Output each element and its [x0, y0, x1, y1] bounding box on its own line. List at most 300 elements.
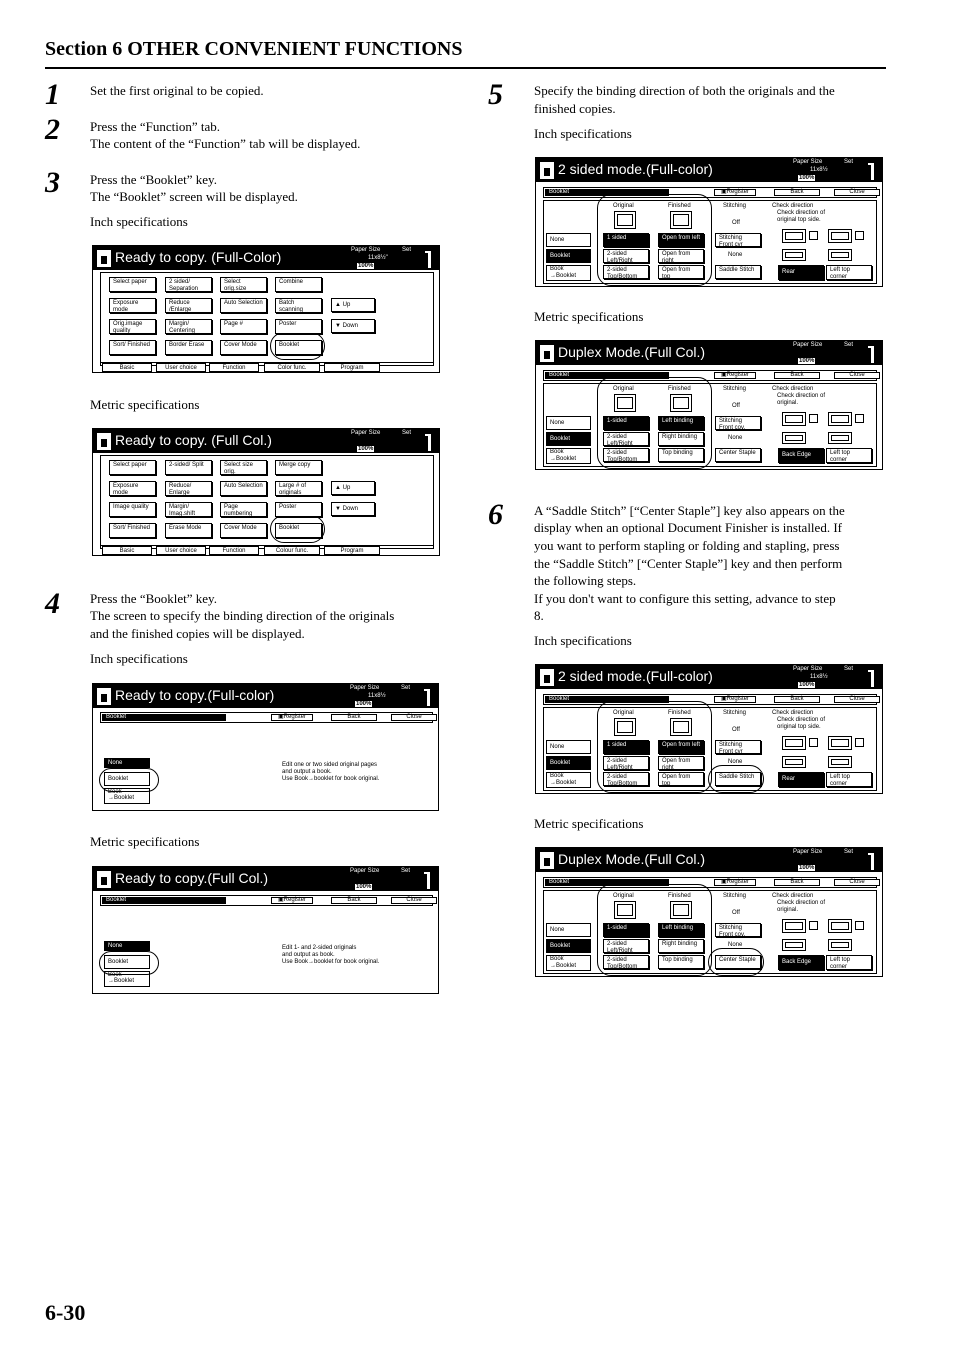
- original-header: Original: [613, 386, 634, 392]
- none-option[interactable]: None: [546, 233, 591, 247]
- step-4-line2: The screen to specify the binding direction of the originals: [90, 608, 395, 623]
- function-key[interactable]: Exposure mode: [109, 481, 156, 496]
- step-3-line1: Press the “Booklet” key.: [90, 172, 217, 187]
- step-5-number: 5: [488, 78, 503, 111]
- register-button[interactable]: ▣Register: [271, 714, 313, 721]
- original-option[interactable]: 2-sided Left/Right: [603, 756, 649, 770]
- register-button[interactable]: ▣Register: [714, 696, 756, 703]
- stitching-front-cover-button[interactable]: Stitching Front cov.: [715, 923, 761, 937]
- step-3-number: 3: [45, 166, 60, 199]
- down-button[interactable]: ▼ Down: [331, 502, 375, 516]
- direction-a-icon: [809, 231, 818, 240]
- booklet-description-line1: Edit one or two sided original pages: [282, 762, 378, 768]
- finished-option[interactable]: Right binding: [658, 432, 704, 446]
- step-4-number: 4: [45, 587, 60, 620]
- none-option[interactable]: None: [546, 416, 591, 430]
- stitching-off-label: Off: [732, 727, 740, 733]
- title-bar: [536, 848, 882, 872]
- none-option[interactable]: None: [104, 941, 150, 951]
- check-direction-text1: Check direction of: [777, 210, 826, 216]
- step-4-line3: and the finished copies will be displayed.: [90, 626, 305, 641]
- left-top-corner-button[interactable]: Left top corner: [826, 772, 872, 787]
- book-to-booklet-option[interactable]: Book →Booklet: [104, 788, 150, 804]
- binding-direction-panel: [535, 664, 883, 794]
- paper-size-value: 11x8½": [368, 255, 388, 261]
- function-key[interactable]: Booklet: [275, 340, 322, 355]
- booklet-bar-label: Booklet: [545, 696, 669, 703]
- step-4-metric-label: Metric specifications: [90, 834, 200, 849]
- original-option[interactable]: 2-sided Top/Bottom: [603, 448, 649, 462]
- original-header: Original: [613, 710, 634, 716]
- title-bar: [536, 665, 882, 689]
- function-key[interactable]: Batch scanning: [275, 298, 322, 313]
- orientation-icon[interactable]: [828, 432, 852, 444]
- zoom-value: 100%: [356, 884, 372, 890]
- up-button[interactable]: ▲ Up: [331, 481, 375, 495]
- stitching-front-cover-button[interactable]: Stitching Front cov.: [715, 416, 761, 430]
- stitching-header: Stitching: [723, 386, 747, 392]
- function-key[interactable]: Select paper: [109, 277, 156, 292]
- direction-icon[interactable]: [782, 736, 806, 750]
- step-4-line1: Press the “Booklet” key.: [90, 591, 217, 606]
- rear-button[interactable]: Back Edge: [778, 448, 824, 463]
- title-bar: [536, 341, 882, 365]
- stitching-none-label: None: [728, 759, 743, 765]
- book-to-booklet-option[interactable]: Book →Booklet: [546, 772, 591, 788]
- finished-option[interactable]: Open from top: [658, 772, 704, 786]
- original-option[interactable]: 2-sided Left/Right: [603, 432, 649, 446]
- paper-size-label: Paper Size: [351, 430, 381, 436]
- direction-icon[interactable]: [828, 229, 852, 243]
- left-top-corner-button[interactable]: Left top corner: [826, 448, 872, 463]
- function-key[interactable]: 2 sided/ Separation: [165, 277, 212, 292]
- copy-count-icon: [427, 872, 430, 889]
- up-button[interactable]: ▲ Up: [331, 298, 375, 312]
- screen-title: 2 sided mode.(Full-color): [558, 161, 713, 177]
- step-6-line2: display when an optional Document Finisher is installed. If: [534, 520, 842, 535]
- register-button[interactable]: ▣Register: [714, 189, 756, 196]
- page-number: 6-30: [45, 1300, 86, 1325]
- screen-title: Ready to copy. (Full-Color): [115, 249, 282, 265]
- function-key[interactable]: Booklet: [275, 523, 322, 538]
- booklet-bar: [543, 370, 877, 381]
- screen-title: 2 sided mode.(Full-color): [558, 668, 713, 684]
- booklet-screen-inch: [92, 683, 439, 811]
- stitching-none-label: None: [728, 942, 743, 948]
- finished-option[interactable]: Open from right: [658, 756, 704, 770]
- screen-icon: [540, 345, 554, 362]
- function-key[interactable]: Image quality: [109, 502, 156, 517]
- step-3-line2: The “Booklet” screen will be displayed.: [90, 189, 298, 204]
- finished-option[interactable]: Open from right: [658, 249, 704, 263]
- back-button[interactable]: Back: [331, 714, 377, 721]
- function-key[interactable]: Cover Mode: [220, 523, 267, 538]
- function-key[interactable]: Auto Selection: [220, 481, 267, 496]
- direction-a-icon: [855, 738, 864, 747]
- original-option[interactable]: 2-sided Top/Bottom: [603, 955, 649, 969]
- highlight-oval: [99, 768, 159, 792]
- screen-title: Ready to copy.(Full Col.): [115, 870, 269, 886]
- finished-option[interactable]: Top binding: [658, 448, 704, 462]
- tab-item[interactable]: User choice: [156, 363, 206, 372]
- set-label: Set: [844, 849, 854, 855]
- booklet-description-line2: and output as book.: [282, 952, 335, 958]
- direction-icon[interactable]: [782, 229, 806, 243]
- booklet-description-line3: Use Book→booklet for book original.: [282, 959, 380, 965]
- original-option[interactable]: 1 sided: [603, 740, 649, 754]
- stitching-none-label: None: [728, 252, 743, 258]
- finished-option[interactable]: Open from left: [658, 740, 704, 754]
- booklet-option[interactable]: Booklet: [104, 772, 150, 786]
- function-key[interactable]: Reduce/ Enlarge: [165, 481, 212, 496]
- copy-count-icon: [427, 689, 430, 706]
- function-key[interactable]: Sort/ Finished: [109, 523, 156, 538]
- booklet-bar: [543, 187, 877, 198]
- saddle-stitch-button[interactable]: Center Staple: [715, 955, 761, 969]
- zoom-value: 100%: [356, 701, 372, 707]
- tab-item[interactable]: Color func.: [264, 363, 320, 372]
- orientation-icon[interactable]: [828, 939, 852, 951]
- none-option[interactable]: None: [546, 740, 591, 754]
- orientation-icon[interactable]: [782, 432, 806, 444]
- tab-item[interactable]: Function: [209, 546, 259, 555]
- step-5-inch-label: Inch specifications: [534, 126, 632, 141]
- direction-a-icon: [809, 738, 818, 747]
- finished-option[interactable]: Open from left: [658, 233, 704, 247]
- step-5-metric-label: Metric specifications: [534, 309, 644, 324]
- function-key[interactable]: Auto Selection: [220, 298, 267, 313]
- step-5-line2: finished copies.: [534, 101, 616, 116]
- close-button[interactable]: Close: [391, 714, 437, 721]
- close-button[interactable]: Close: [834, 189, 880, 196]
- function-key[interactable]: Select size orig.: [220, 460, 267, 475]
- orientation-icon[interactable]: [828, 756, 852, 768]
- left-top-corner-button[interactable]: Left top corner: [826, 955, 872, 970]
- screen-title: Duplex Mode.(Full Col.): [558, 851, 706, 867]
- direction-icon[interactable]: [782, 412, 806, 426]
- step-6-line1: A “Saddle Stitch” [“Center Staple”] key also appears on the: [534, 503, 845, 518]
- function-key[interactable]: Margin/ Imag.shift: [165, 502, 212, 517]
- booklet-description-line2: and output a book.: [282, 769, 332, 775]
- back-button[interactable]: Back: [774, 372, 820, 379]
- original-option[interactable]: 1-sided: [603, 416, 649, 430]
- screen-title: Ready to copy. (Full Col.): [115, 432, 272, 448]
- highlight-oval: [597, 194, 712, 286]
- back-button[interactable]: Back: [774, 696, 820, 703]
- stitching-front-cover-button[interactable]: Stitching Front cvr: [715, 233, 761, 247]
- paper-size-value: 11x8½: [810, 674, 828, 680]
- highlight-oval: [597, 884, 712, 976]
- booklet-bar-label: Booklet: [102, 714, 226, 721]
- original-header: Original: [613, 893, 634, 899]
- set-label: Set: [844, 159, 854, 165]
- step-6-line7: 8.: [534, 608, 544, 623]
- paper-size-label: Paper Size: [350, 868, 380, 874]
- function-key[interactable]: Cover Mode: [220, 340, 267, 355]
- close-button[interactable]: Close: [834, 879, 880, 886]
- step-6-line4: the “Saddle Stitch” [“Center Staple”] key and then perform: [534, 556, 843, 571]
- paper-size-label: Paper Size: [793, 342, 823, 348]
- booklet-description-line1: Edit 1- and 2-sided originals: [282, 945, 357, 951]
- direction-icon[interactable]: [828, 412, 852, 426]
- header-rule: [45, 67, 886, 69]
- register-button[interactable]: ▣Register: [714, 879, 756, 886]
- function-key[interactable]: Reduce /Enlarge: [165, 298, 212, 313]
- paper-size-value: 11x8½: [368, 693, 386, 699]
- step-1-text: Set the first original to be copied.: [90, 83, 264, 98]
- tab-item[interactable]: User choice: [156, 546, 206, 555]
- screen-icon: [97, 688, 111, 705]
- function-key[interactable]: Select orig.size: [220, 277, 267, 292]
- saddle-stitch-button[interactable]: Saddle Stitch: [715, 772, 761, 786]
- rear-button[interactable]: Rear: [778, 772, 824, 787]
- finished-header: Finished: [668, 893, 691, 899]
- check-direction-title: Check direction: [772, 203, 814, 209]
- step-5-line1: Specify the binding direction of both the originals and the: [534, 83, 835, 98]
- saddle-stitch-button[interactable]: Saddle Stitch: [715, 265, 761, 279]
- orientation-icon[interactable]: [782, 756, 806, 768]
- step-1-number: 1: [45, 78, 60, 111]
- highlight-oval: [597, 701, 712, 793]
- booklet-option[interactable]: Booklet: [546, 249, 591, 263]
- direction-a-icon: [809, 921, 818, 930]
- section-title: Section 6 OTHER CONVENIENT FUNCTIONS: [45, 38, 463, 60]
- check-direction-title: Check direction: [772, 386, 814, 392]
- tab-item[interactable]: Program: [324, 546, 380, 555]
- highlight-oval: [708, 948, 764, 976]
- screen-title: Ready to copy.(Full-color): [115, 687, 275, 703]
- function-key[interactable]: Poster: [275, 502, 322, 517]
- screen-icon: [540, 162, 554, 179]
- check-direction-text2: original top side.: [777, 724, 821, 730]
- register-button[interactable]: ▣Register: [714, 372, 756, 379]
- check-direction-text2: original.: [777, 907, 799, 913]
- step-6-metric-label: Metric specifications: [534, 816, 644, 831]
- function-screen-inch: [92, 245, 440, 373]
- booklet-option[interactable]: Booklet: [546, 939, 591, 953]
- stitching-off-label: Off: [732, 403, 740, 409]
- step-2-line1: Press the “Function” tab.: [90, 119, 220, 134]
- tab-item[interactable]: Colour func.: [264, 546, 320, 555]
- screen-icon: [540, 852, 554, 869]
- close-button[interactable]: Close: [391, 897, 437, 904]
- original-option[interactable]: 2-sided Left/Right: [603, 939, 649, 953]
- function-key[interactable]: Erase Mode: [165, 523, 212, 538]
- booklet-description-line3: Use Book→booklet for book original.: [282, 776, 380, 782]
- function-screen-metric: [92, 428, 440, 556]
- function-key[interactable]: 2-sided/ Split: [165, 460, 212, 475]
- booklet-option[interactable]: Booklet: [546, 432, 591, 446]
- none-option[interactable]: None: [104, 758, 150, 768]
- highlight-oval: [708, 765, 764, 793]
- stitching-none-label: None: [728, 435, 743, 441]
- step-2-number: 2: [45, 113, 60, 146]
- stitching-off-label: Off: [732, 910, 740, 916]
- booklet-option[interactable]: Booklet: [104, 955, 150, 969]
- function-key[interactable]: Poster: [275, 319, 322, 334]
- tab-item[interactable]: Program: [324, 363, 380, 372]
- booklet-bar-label: Booklet: [102, 897, 226, 904]
- check-direction-title: Check direction: [772, 710, 814, 716]
- title-bar: [536, 158, 882, 182]
- saddle-stitch-button[interactable]: Center Staple: [715, 448, 761, 462]
- screen-icon: [97, 433, 111, 450]
- direction-a-icon: [809, 414, 818, 423]
- function-key[interactable]: Large # of originals: [275, 481, 322, 496]
- finished-option[interactable]: Left binding: [658, 416, 704, 430]
- binding-direction-panel: [535, 847, 883, 977]
- tab-item[interactable]: Basic: [102, 546, 152, 555]
- original-option[interactable]: 2-sided Left/Right: [603, 249, 649, 263]
- function-key[interactable]: Combine: [275, 277, 322, 292]
- check-direction-title: Check direction: [772, 893, 814, 899]
- direction-a-icon: [855, 414, 864, 423]
- step-6-line5: the following steps.: [534, 573, 637, 588]
- binding-direction-panel: [535, 340, 883, 470]
- copy-count-icon: [871, 163, 874, 180]
- paper-size-label: Paper Size: [351, 247, 381, 253]
- booklet-bar-label: Booklet: [545, 879, 669, 886]
- none-option[interactable]: None: [546, 923, 591, 937]
- paper-size-label: Paper Size: [793, 159, 823, 165]
- function-key[interactable]: Merge copy: [275, 460, 322, 475]
- book-to-booklet-option[interactable]: Book →Booklet: [546, 448, 591, 464]
- set-label: Set: [402, 430, 412, 436]
- zoom-value: 100%: [358, 446, 374, 452]
- highlight-oval: [99, 951, 159, 975]
- finished-option[interactable]: Top binding: [658, 955, 704, 969]
- booklet-bar: [543, 877, 877, 888]
- copy-count-icon: [871, 346, 874, 363]
- step-6-line3: you want to perform stapling or folding and stapling, press: [534, 538, 840, 553]
- step-3-metric-label: Metric specifications: [90, 397, 200, 412]
- paper-size-label: Paper Size: [350, 685, 380, 691]
- step-2-line2: The content of the “Function” tab will be displayed.: [90, 136, 361, 151]
- binding-direction-panel: [535, 157, 883, 287]
- zoom-value: 100%: [799, 358, 815, 364]
- step-4-inch-label: Inch specifications: [90, 651, 188, 666]
- step-3-inch-label: Inch specifications: [90, 214, 188, 229]
- booklet-screen-metric: [92, 866, 439, 994]
- copy-count-icon: [428, 251, 431, 268]
- finished-header: Finished: [668, 710, 691, 716]
- direction-a-icon: [855, 231, 864, 240]
- left-top-corner-button[interactable]: Left top corner: [826, 265, 872, 280]
- tab-item[interactable]: Function: [209, 363, 259, 372]
- book-to-booklet-option[interactable]: Book →Booklet: [546, 265, 591, 281]
- copy-count-icon: [871, 853, 874, 870]
- stitching-header: Stitching: [723, 710, 747, 716]
- rear-button[interactable]: Back Edge: [778, 955, 824, 970]
- zoom-value: 100%: [358, 263, 374, 269]
- direction-icon[interactable]: [828, 736, 852, 750]
- rear-button[interactable]: Rear: [778, 265, 824, 280]
- back-button[interactable]: Back: [774, 879, 820, 886]
- book-to-booklet-option[interactable]: Book →Booklet: [546, 955, 591, 971]
- finished-header: Finished: [668, 386, 691, 392]
- stitching-front-cover-button[interactable]: Stitching Front cvr: [715, 740, 761, 754]
- screen-icon: [97, 250, 111, 267]
- zoom-value: 100%: [799, 175, 815, 181]
- function-key[interactable]: Orig.image quality: [109, 319, 156, 334]
- finished-header: Finished: [668, 203, 691, 209]
- finished-option[interactable]: Open from top: [658, 265, 704, 279]
- booklet-bar-label: Booklet: [545, 189, 669, 196]
- copy-count-icon: [428, 434, 431, 451]
- check-direction-text2: original.: [777, 400, 799, 406]
- direction-icon[interactable]: [828, 919, 852, 933]
- paper-size-label: Paper Size: [793, 849, 823, 855]
- down-button[interactable]: ▼ Down: [331, 319, 375, 333]
- close-button[interactable]: Close: [834, 696, 880, 703]
- stitching-off-label: Off: [732, 220, 740, 226]
- original-option[interactable]: 1 sided: [603, 233, 649, 247]
- function-key[interactable]: Exposure mode: [109, 298, 156, 313]
- orientation-icon[interactable]: [782, 249, 806, 261]
- screen-title: Duplex Mode.(Full Col.): [558, 344, 706, 360]
- screen-icon: [97, 871, 111, 888]
- original-option[interactable]: 2-sided Top/Bottom: [603, 265, 649, 279]
- book-to-booklet-option[interactable]: Book →Booklet: [104, 971, 150, 987]
- check-direction-text1: Check direction of: [777, 393, 826, 399]
- step-6-inch-label: Inch specifications: [534, 633, 632, 648]
- copy-count-icon: [871, 670, 874, 687]
- set-label: Set: [401, 685, 411, 691]
- original-option[interactable]: 1-sided: [603, 923, 649, 937]
- set-label: Set: [401, 868, 411, 874]
- check-direction-text1: Check direction of: [777, 717, 826, 723]
- function-key[interactable]: Page #: [220, 319, 267, 334]
- finished-option[interactable]: Left binding: [658, 923, 704, 937]
- back-button[interactable]: Back: [774, 189, 820, 196]
- function-key[interactable]: Margin/ Centering: [165, 319, 212, 334]
- booklet-option[interactable]: Booklet: [546, 756, 591, 770]
- orientation-icon[interactable]: [782, 939, 806, 951]
- function-key[interactable]: Border Erase: [165, 340, 212, 355]
- paper-size-value: 11x8½: [810, 167, 828, 173]
- orientation-icon[interactable]: [828, 249, 852, 261]
- function-key[interactable]: Sort/ Finished: [109, 340, 156, 355]
- check-direction-text1: Check direction of: [777, 900, 826, 906]
- step-6-line6: If you don't want to configure this setting, advance to step: [534, 591, 836, 606]
- highlight-oval: [597, 377, 712, 469]
- set-label: Set: [844, 342, 854, 348]
- stitching-header: Stitching: [723, 203, 747, 209]
- stitching-header: Stitching: [723, 893, 747, 899]
- finished-option[interactable]: Right binding: [658, 939, 704, 953]
- function-key[interactable]: Select paper: [109, 460, 156, 475]
- direction-icon[interactable]: [782, 919, 806, 933]
- function-key[interactable]: Page numbering: [220, 502, 267, 517]
- set-label: Set: [402, 247, 412, 253]
- paper-size-label: Paper Size: [793, 666, 823, 672]
- close-button[interactable]: Close: [834, 372, 880, 379]
- booklet-bar-label: Booklet: [545, 372, 669, 379]
- zoom-value: 100%: [799, 682, 815, 688]
- zoom-value: 100%: [799, 865, 815, 871]
- back-button[interactable]: Back: [331, 897, 377, 904]
- original-option[interactable]: 2-sided Top/Bottom: [603, 772, 649, 786]
- original-header: Original: [613, 203, 634, 209]
- step-6-number: 6: [488, 498, 503, 531]
- screen-icon: [540, 669, 554, 686]
- register-button[interactable]: ▣Register: [271, 897, 313, 904]
- set-label: Set: [844, 666, 854, 672]
- tab-item[interactable]: Basic: [102, 363, 152, 372]
- booklet-bar: [543, 694, 877, 705]
- check-direction-text2: original top side.: [777, 217, 821, 223]
- direction-a-icon: [855, 921, 864, 930]
